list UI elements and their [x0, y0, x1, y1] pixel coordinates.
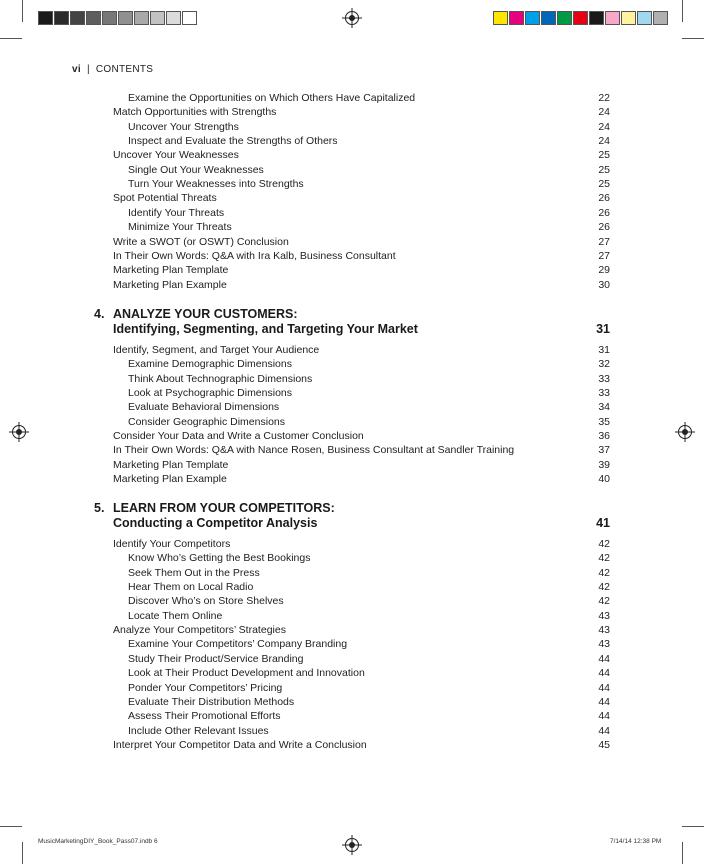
toc-entry-page: 26 [598, 192, 610, 205]
toc-entry-title: Turn Your Weaknesses into Strengths [128, 178, 304, 191]
toc-entry [113, 105, 610, 119]
toc-entry-title: Ponder Your Competitors’ Pricing [128, 681, 283, 694]
toc-entry [113, 623, 610, 637]
toc-entry [128, 695, 610, 709]
slug-filename: MusicMarketingDIY_Book_Pass07.indb 6 [38, 838, 158, 845]
toc-entry-title: Include Other Relevant Issues [128, 724, 269, 737]
toc-entry-page: 45 [598, 738, 610, 751]
toc-entry [113, 429, 610, 443]
toc-entry-title: Assess Their Promotional Efforts [128, 710, 281, 723]
running-head [72, 64, 153, 75]
toc-entry-title: Hear Them on Local Radio [128, 581, 254, 594]
toc-entry-page: 33 [598, 372, 610, 385]
toc-entry-title: In Their Own Words: Q&A with Ira Kalb, Business Consultant [113, 249, 396, 262]
toc-entry [113, 343, 610, 357]
toc-entry-page: 22 [598, 92, 610, 104]
toc-entry-title: Minimize Your Threats [128, 221, 232, 234]
toc-entry-page: 25 [598, 149, 610, 162]
chapter-heading [94, 307, 610, 337]
toc-entry-title: Look at Psychographic Dimensions [128, 387, 293, 400]
color-swatch [166, 11, 181, 25]
toc-entry [128, 415, 610, 429]
toc-entry [128, 134, 610, 148]
toc-entry-page: 44 [598, 681, 610, 694]
grayscale-color-bar [38, 11, 198, 25]
toc-entry-page: 44 [598, 667, 610, 680]
chapter-title: LEARN FROM YOUR COMPETITORS: [113, 501, 335, 515]
toc-entry-page: 42 [598, 552, 610, 565]
color-swatch [621, 11, 636, 25]
folio: vi [72, 64, 81, 75]
toc-entry [128, 724, 610, 738]
crop-mark [22, 842, 23, 864]
toc-entry [128, 666, 610, 680]
crop-mark [682, 0, 683, 22]
toc-entry [113, 191, 610, 205]
toc-entry-page: 30 [598, 278, 610, 291]
toc-entry-title: Think About Technographic Dimensions [128, 372, 313, 385]
toc-entry [128, 594, 610, 608]
registration-mark-icon [345, 11, 359, 25]
toc-entry-title: Interpret Your Competitor Data and Write a Conclusion [113, 738, 367, 751]
toc-entry [128, 580, 610, 594]
color-swatch [653, 11, 668, 25]
toc-entry-title: Marketing Plan Template [113, 458, 229, 471]
toc-entry-page: 24 [598, 135, 610, 148]
crop-mark [0, 38, 22, 39]
toc-entry [128, 681, 610, 695]
toc-entry [128, 220, 610, 234]
toc-entry-title: Locate Them Online [128, 609, 223, 622]
color-swatch [509, 11, 524, 25]
chapter-heading [94, 501, 610, 531]
toc-entry-page: 44 [598, 710, 610, 723]
chapter-page: 31 [596, 322, 610, 336]
toc-entry-page: 26 [598, 206, 610, 219]
toc-entry-page: 43 [598, 609, 610, 622]
chapter-title: ANALYZE YOUR CUSTOMERS: [113, 307, 298, 321]
toc-entry-page: 42 [598, 581, 610, 594]
toc-entry [113, 458, 610, 472]
toc-entry [128, 120, 610, 134]
toc-entry-page: 33 [598, 387, 610, 400]
toc-entry-title: Seek Them Out in the Press [128, 566, 260, 579]
toc-entry-page: 43 [598, 624, 610, 637]
color-swatch [54, 11, 69, 25]
chapter-subtitle: Conducting a Competitor Analysis [113, 516, 318, 530]
toc-entry-page: 24 [598, 106, 610, 119]
color-swatch [118, 11, 133, 25]
toc-entry-title: Marketing Plan Example [113, 278, 227, 291]
toc-entry [128, 372, 610, 386]
toc-entry-page: 24 [598, 120, 610, 133]
toc-entry-page: 35 [598, 415, 610, 428]
toc-entry [113, 148, 610, 162]
registration-mark-icon [345, 838, 359, 852]
toc-entry-page: 40 [598, 473, 610, 486]
toc-entry-title: Write a SWOT (or OSWT) Conclusion [113, 235, 289, 248]
toc-entry-title: Discover Who’s on Store Shelves [128, 595, 284, 608]
toc-entry [128, 551, 610, 565]
running-head-title: CONTENTS [95, 64, 154, 75]
toc-entry-page: 44 [598, 652, 610, 665]
chapter-number: 4. [94, 307, 105, 321]
crop-mark [682, 38, 704, 39]
color-swatch [637, 11, 652, 25]
toc-entry-title: Identify Your Competitors [113, 538, 231, 550]
toc-entry [128, 177, 610, 191]
toc-entry [128, 357, 610, 371]
chapter-number: 5. [94, 501, 105, 515]
toc-entry-title: Single Out Your Weaknesses [128, 163, 264, 176]
crop-mark [682, 826, 704, 827]
toc-entry [113, 263, 610, 277]
toc-entry [128, 709, 610, 723]
toc-entry-title: Identify Your Threats [128, 206, 225, 219]
toc-entry-title: Evaluate Behavioral Dimensions [128, 401, 280, 414]
toc-entry-title: Uncover Your Weaknesses [113, 149, 239, 162]
toc-entry-title: Know Who’s Getting the Best Bookings [128, 552, 311, 565]
toc-entry [113, 443, 610, 457]
toc-entry-title: In Their Own Words: Q&A with Nance Rosen, Business Consultant at Sandler Training [113, 444, 515, 457]
toc-entry-page: 44 [598, 695, 610, 708]
toc-entry [113, 235, 610, 249]
color-swatch [86, 11, 101, 25]
toc-entry-title: Study Their Product/Service Branding [128, 652, 304, 665]
toc-entry-title: Consider Geographic Dimensions [128, 415, 285, 428]
color-swatch [70, 11, 85, 25]
toc-entry-title: Identify, Segment, and Target Your Audience [113, 344, 320, 356]
toc-entry-page: 26 [598, 221, 610, 234]
toc-entry [113, 249, 610, 263]
toc-entry-title: Inspect and Evaluate the Strengths of Others [128, 135, 338, 148]
toc-entry-title: Marketing Plan Template [113, 264, 229, 277]
toc-entry-page: 44 [598, 724, 610, 737]
toc-entry-page: 29 [598, 264, 610, 277]
crop-mark [22, 0, 23, 22]
toc-entry-page: 27 [598, 249, 610, 262]
toc-entry-title: Evaluate Their Distribution Methods [128, 695, 295, 708]
toc-entry [113, 472, 610, 486]
toc-entry [113, 738, 610, 752]
toc-entry-title: Examine Demographic Dimensions [128, 358, 292, 371]
toc-entry-page: 31 [598, 344, 610, 356]
color-swatch [605, 11, 620, 25]
registration-mark-icon [12, 425, 26, 439]
toc-entry-title: Match Opportunities with Strengths [113, 106, 277, 119]
toc-entry-page: 34 [598, 401, 610, 414]
toc-entry-page: 32 [598, 358, 610, 371]
process-color-bar [493, 11, 669, 25]
toc-entry-title: Consider Your Data and Write a Customer Conclusion [113, 430, 364, 443]
color-swatch [150, 11, 165, 25]
toc-entry [128, 206, 610, 220]
toc-entry-title: Uncover Your Strengths [128, 120, 239, 133]
toc-entry-title: Look at Their Product Development and Innovation [128, 667, 365, 680]
toc-entry [128, 566, 610, 580]
toc-entry-page: 43 [598, 638, 610, 651]
color-swatch [102, 11, 117, 25]
separator: | [86, 64, 90, 75]
toc-entry [128, 400, 610, 414]
toc-entry-page: 42 [598, 595, 610, 608]
toc-entry [128, 637, 610, 651]
toc-entry-title: Analyze Your Competitors’ Strategies [113, 624, 286, 637]
toc-entry-page: 36 [598, 430, 610, 443]
chapter-subtitle: Identifying, Segmenting, and Targeting Your Market [113, 322, 418, 336]
toc-entry [113, 537, 610, 551]
crop-mark [682, 842, 683, 864]
toc-entry-page: 42 [598, 538, 610, 550]
toc-entry-page: 37 [598, 444, 610, 457]
registration-mark-icon [678, 425, 692, 439]
color-swatch [589, 11, 604, 25]
toc-entry [113, 278, 610, 292]
color-swatch [493, 11, 508, 25]
toc-entry [128, 163, 610, 177]
color-swatch [525, 11, 540, 25]
chapter-page: 41 [596, 516, 610, 530]
toc-entry-title: Examine the Opportunities on Which Others Have Capitalized [128, 92, 416, 104]
toc-entry-title: Marketing Plan Example [113, 473, 227, 486]
toc-entry-title: Spot Potential Threats [113, 192, 217, 205]
toc-entry [128, 652, 610, 666]
toc-entry [128, 386, 610, 400]
color-swatch [557, 11, 572, 25]
toc-entry-title: Examine Your Competitors’ Company Branding [128, 638, 348, 651]
toc-entry [128, 609, 610, 623]
toc-entry-page: 27 [598, 235, 610, 248]
crop-mark [0, 826, 22, 827]
slug-timestamp: 7/14/14 12:38 PM [610, 838, 662, 845]
toc-entry-page: 39 [598, 458, 610, 471]
color-swatch [38, 11, 53, 25]
toc-entry [128, 91, 610, 105]
color-swatch [541, 11, 556, 25]
toc-entry-page: 25 [598, 163, 610, 176]
color-swatch [182, 11, 197, 25]
toc-entry-page: 25 [598, 178, 610, 191]
color-swatch [134, 11, 149, 25]
color-swatch [573, 11, 588, 25]
toc-entry-page: 42 [598, 566, 610, 579]
